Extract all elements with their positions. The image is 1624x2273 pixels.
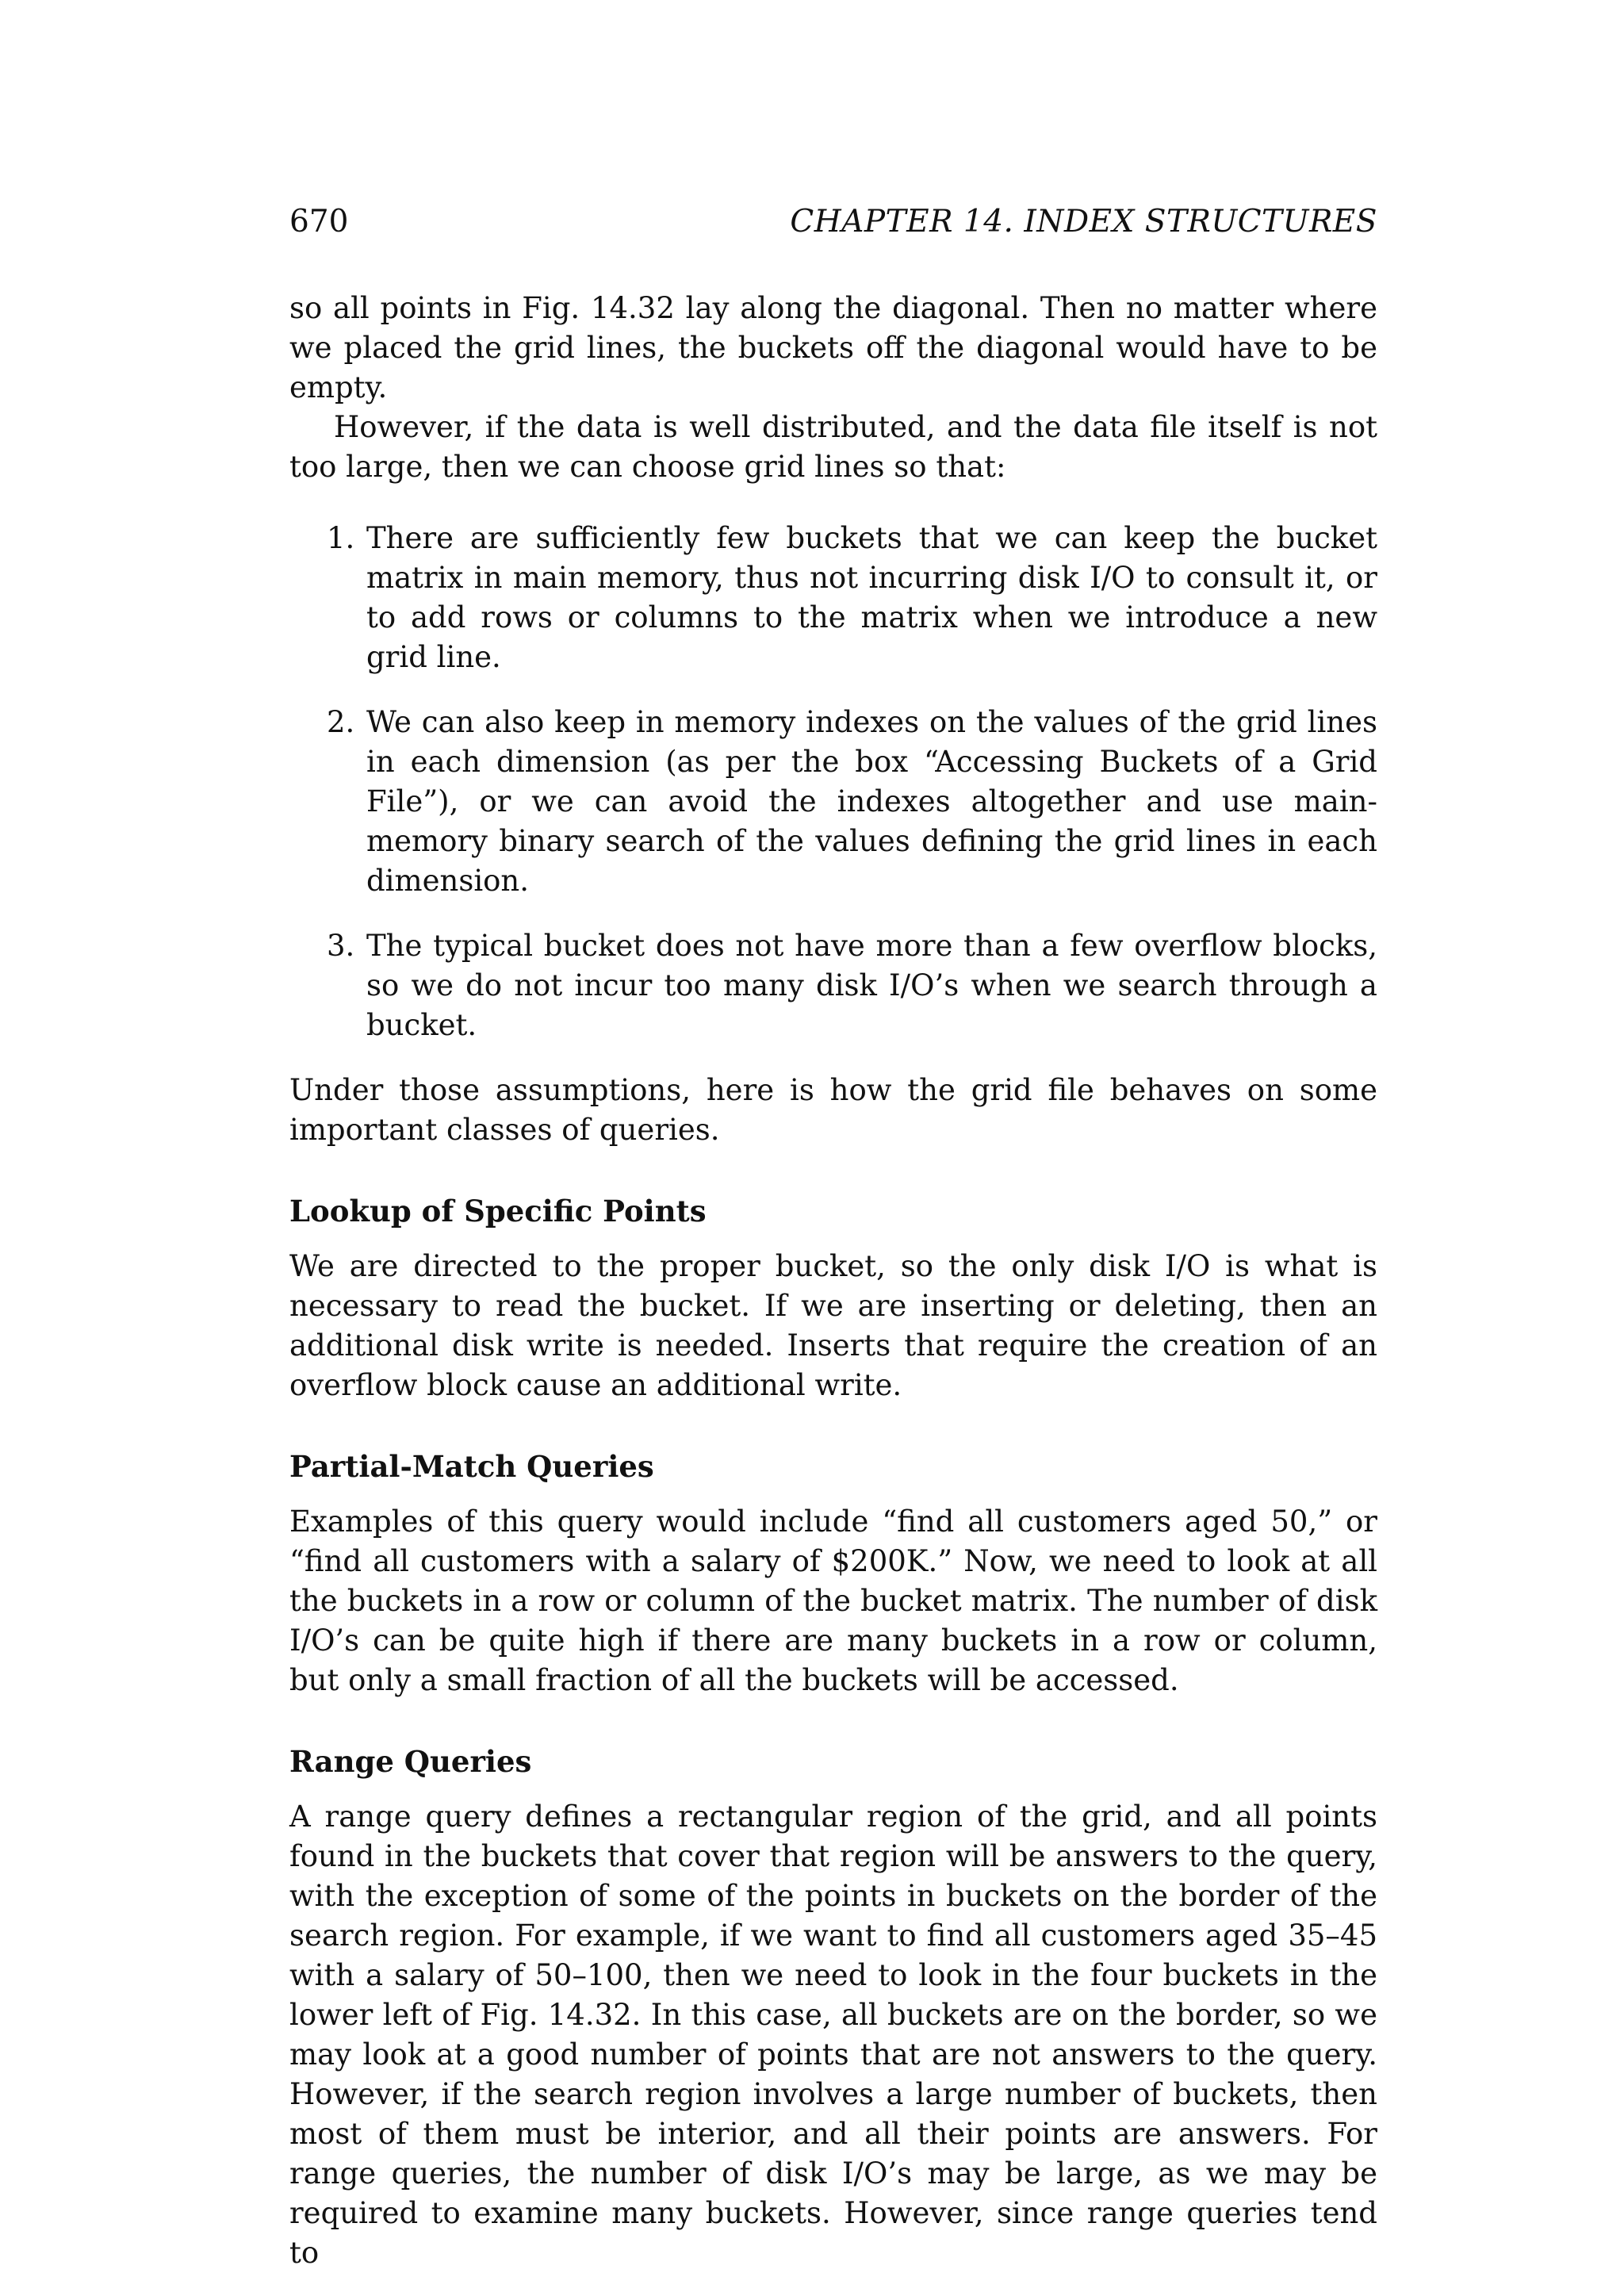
list-item [289,519,1377,677]
section-text-lookup: We are directed to the proper bucket, so the only disk I/O is what is necessary to read the bucket. If we are inserting or deleting, then an additional disk write is needed. Inserts that require the creation of an overflow block cause an additional write. [289,1249,1377,1402]
list-item-text: There are sufficiently few buckets that we can keep the bucket matrix in main memory, thus not incurring disk I/O to consult it, or to add rows or columns to the matrix when we introduce a new grid line. [366,521,1377,674]
running-head [289,198,1377,246]
list-item-text: The typical bucket does not have more than a few overflow blocks, so we do not incur too many disk I/O’s when we search through a bucket. [366,929,1377,1042]
section-text-partial-match: Examples of this query would include “find all customers aged 50,” or “find all customers with a salary of $200K.” Now, we need to look at all the buckets in a row or column of the bucket matrix. The number of disk I/O’s can be quite high if there are many buckets in a row or column, but only a small fraction of all the buckets will be accessed. [289,1504,1377,1697]
paragraph-continued: so all points in Fig. 14.32 lay along the diagonal. Then no matter where we placed the grid lines, the buckets off the diagonal would have to be empty. [289,291,1377,404]
section-heading-range-queries: Range Queries [289,1744,532,1779]
list-item [289,926,1377,1045]
section-heading-lookup: Lookup of Specific Points [289,1194,707,1228]
assumption-list [289,519,1377,1045]
list-item-number: 3. [327,929,355,963]
list-item-text: We can also keep in memory indexes on the values of the grid lines in each dimension (as per the box “Accessing Buckets of a Grid File”), or we can avoid the indexes altogether and use main-memory binary search of the values defining the grid lines in each dimension. [366,705,1377,898]
paragraph-intro: However, if the data is well distributed, and the data file itself is not too large, then we can choose grid lines so that: [289,410,1377,484]
list-item-number: 2. [327,705,355,739]
section-heading-partial-match: Partial-Match Queries [289,1449,654,1484]
chapter-title: CHAPTER 14. INDEX STRUCTURES [790,204,1377,240]
page-body [289,289,1377,2273]
list-item-number: 1. [327,521,355,555]
page-number: 670 [289,204,349,240]
paragraph-assumptions-summary: Under those assumptions, here is how the grid file behaves on some important classes of queries. [289,1073,1377,1147]
section-text-range-queries: A range query defines a rectangular region of the grid, and all points found in the buckets that cover that region will be answers to the query, with the exception of some of the points in buckets on the border of the search region. For example, if we want to find all customers aged 35–45 with a salary of 50–100, then we need to look in the four buckets in the lower left of Fig. 14.32. In this case, all buckets are on the border, so we may look at a good number of points that are not answers to the query. However, if the search region involves a large number of buckets, then most of them must be interior, and all their points are answers. For range queries, the number of disk I/O’s may be large, as we may be required to examine many buckets. However, since range queries tend to [289,1800,1377,2270]
list-item [289,703,1377,901]
